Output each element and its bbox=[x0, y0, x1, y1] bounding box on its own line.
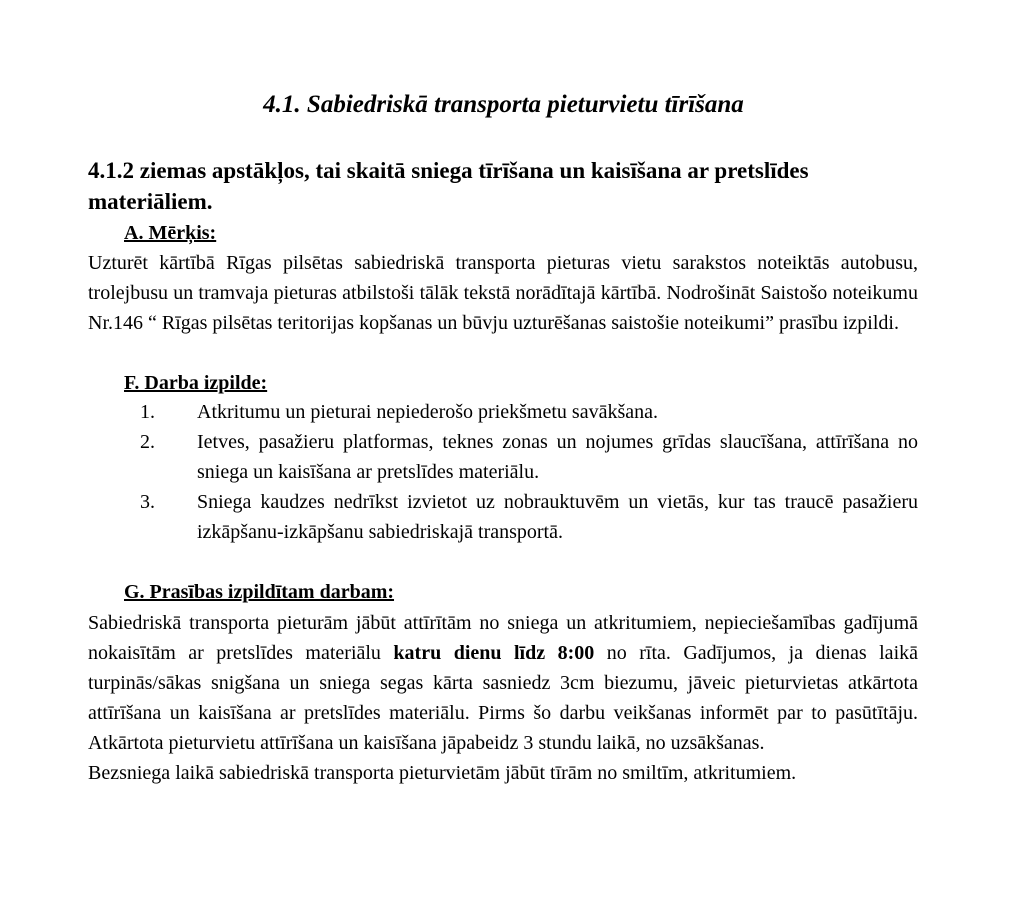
list-item bbox=[140, 427, 918, 487]
deadline-emphasis: katru dienu līdz 8:00 bbox=[393, 642, 595, 664]
section-f-list bbox=[140, 397, 918, 547]
list-item bbox=[140, 487, 918, 547]
section-title: 4.1. Sabiedriskā transporta pieturvietu tīrīšana bbox=[263, 91, 744, 118]
list-item-text: Sniega kaudzes nedrīkst izvietot uz nobrauktuvēm un vietās, kur tas traucē pasažieru izkāpšanu-izkāpšanu sabiedriskajā transportā. bbox=[197, 491, 918, 543]
section-g-heading: G. Prasības izpildītam darbam: bbox=[124, 581, 395, 603]
list-item-text: Ietves, pasažieru platformas, teknes zonas un nojumes grīdas slaucīšana, attīrīšana no sniega un kaisīšana ar pretslīdes materiālu. bbox=[197, 431, 918, 483]
paragraph-text: Sabiedriskā transporta pieturām jābūt attīrītām no sniega un atkritumiem, nepieciešamības gadījumā nokaisītām ar pretslīdes materiālu bbox=[88, 612, 918, 664]
subsection-title: 4.1.2 ziemas apstākļos, tai skaitā sniega tīrīšana un kaisīšana ar pretslīdes materiāliem. bbox=[88, 158, 809, 214]
section-f-heading: F. Darba izpilde: bbox=[124, 372, 268, 394]
section-g-paragraph-1 bbox=[88, 608, 918, 758]
list-item-number: 1. bbox=[140, 401, 155, 423]
section-g-body bbox=[88, 608, 918, 788]
list-item-number: 3. bbox=[140, 491, 155, 513]
list-item bbox=[140, 397, 918, 427]
paragraph-text: no rīta. Gadījumos, ja dienas laikā turpinās/sākas snigšana un sniega segas kārta sasniedz 3cm biezumu, jāveic pieturvietas atkārtota attīrīšana un kaisīšana ar pretslīdes materiālu. Pirms šo darbu veikšanas informēt par to pasūtītāju. Atkārtota pieturvietu attīrīšana un kaisīšana jāpabeidz 3 stundu laikā, no uzsākšanas. bbox=[88, 642, 918, 754]
list-item-text: Atkritumu un pieturai nepiederošo priekšmetu savākšana. bbox=[197, 401, 658, 423]
list-item-number: 2. bbox=[140, 431, 155, 453]
section-g-paragraph-2: Bezsniega laikā sabiedriskā transporta pieturvietām jābūt tīrām no smiltīm, atkritumiem. bbox=[88, 762, 797, 784]
section-a-heading: A. Mērķis: bbox=[124, 222, 217, 244]
section-a-paragraph: Uzturēt kārtībā Rīgas pilsētas sabiedriskā transporta pieturas vietu sarakstos noteiktās autobusu, trolejbusu un tramvaja pieturas atbilstoši tālāk tekstā norādītajā kārtībā. Nodrošināt Saistošo noteikumu Nr.146 “ Rīgas pilsētas teritorijas kopšanas un būvju uzturēšanas saistošie noteikumi” prasību izpildi. bbox=[88, 252, 918, 334]
